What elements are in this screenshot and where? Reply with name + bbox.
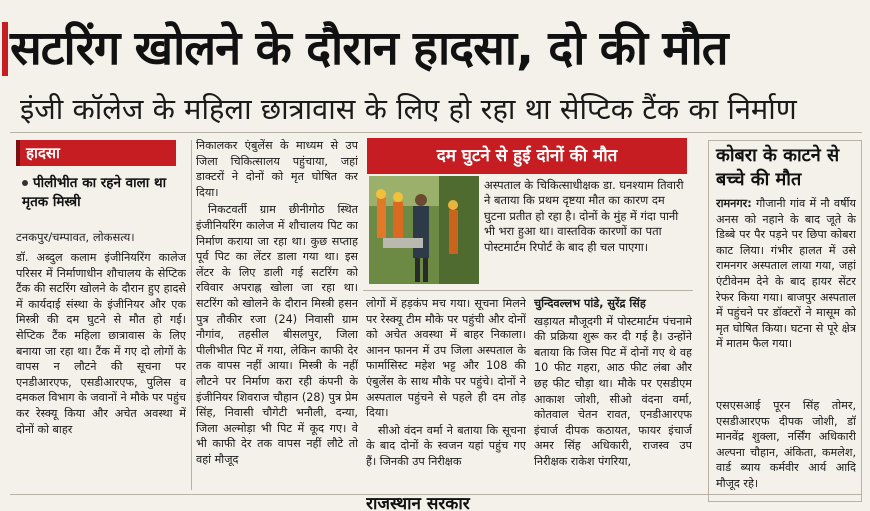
column-3 bbox=[366, 296, 526, 494]
column-2-body-1: निकालकर एंबुलेंस के माध्यम से उप जिला चिकित्सालय पहुंचाया, जहां डाक्टरों ने दोनों को मृत घोषित कर दिया। bbox=[196, 139, 358, 199]
column-1 bbox=[16, 250, 186, 474]
section-tag-bar bbox=[16, 140, 20, 166]
column-3-body-2: सीओ वंदन वर्मा ने बताया कि सूचना के बाद दोनों के स्वजन यहां पहुंच गए हैं। जिनकी उप निरीक्षक bbox=[366, 423, 526, 468]
column-3-body: लोगों में हड़कंप मच गया। सूचना मिलने पर रेस्क्यू टीम मौके पर पहुंची और दोनों को अचेत अवस्था में बाहर निकाला। आनन फानन में उप जिला अस्पताल के फार्मासिस्ट महेश भट्ट और 108 की एंबुलेंस के साथ मौके पर पहुंचे। दोनों ने अस्पताल पहुंचने से पहले ही दम तोड़ दिया। bbox=[366, 297, 526, 420]
subheadline: इंजी कॉलेज के महिला छात्रावास के लिए हो रहा था सेप्टिक टैंक का निर्माण bbox=[20, 92, 797, 126]
dateline: टनकपुर/चम्पावत, लोकसत्य। bbox=[16, 230, 135, 244]
box-caption: अस्पताल के चिकित्साधीक्षक डा. घनश्याम तिवारी ने बताया कि प्रथम दृष्टया मौत का कारण दम घुटना प्रतीत हो रहा है। दोनों के मुंह में गंदा पानी भी भरा हुआ था। वास्तविक कारणों का पता पोस्टमार्टम रिपोर्ट के बाद ही चल पाएगा। bbox=[484, 178, 684, 254]
box-title: दम घुटने से हुई दोनों की मौत bbox=[367, 138, 687, 174]
rescue-photo bbox=[369, 176, 479, 284]
kicker bbox=[22, 174, 182, 212]
side-story-body: गौजानी गांव में नौ वर्षीय अनस को नहाने के बाद जूते के डिब्बे पर पैर पड़ने पर छिपा कोबरा काट लिया। गंभीर हालत में उसे रामनगर अस्पताल लाया गया, जहां एंटीवेनम देने के बाद हायर सेंटर रेफर किया गया। बाजपुर अस्पताल में पहुंचने पर डॉक्टरों ने मासूम को मृत घोषित किया। घटना से पूरे क्षेत्र में मातम फैल गया। bbox=[716, 197, 856, 351]
headline-accent-bar bbox=[2, 22, 8, 76]
column-2-body-2: निकटवर्ती ग्राम छीनीगोठ स्थित इंजीनियरिंग कालेज में शौचालय पिट का निर्माण कराया जा रहा था। कुछ सप्ताह पूर्व पिट का लेंटर डाला गया था। इस लेंटर के लिए डाली गई सटरिंग को रविवार अपराह्न खोला जा रहा था। सटरिंग को खोलने के दौरान मिस्त्री हसन पुत्र तौकीर रजा (24) निवासी ग्राम नौगांव, तहसील बीसलपुर, जिला पीलीभीत पिट में गया, लेकिन काफी देर तक वापस नहीं आया। मिस्त्री के नहीं लौटने पर निर्माण करा रही कंपनी के इंजीनियर शिवराज चौहान (28) पुत्र प्रेम सिंह, निवासी चौगेटी भनौली, दन्या, जिला अल्मोड़ा भी पिट में कूद गए। वे भी काफी देर तक वापस नहीं लौटे तो वहां मौजूद bbox=[196, 203, 358, 466]
column-divider bbox=[191, 140, 192, 490]
headline bbox=[10, 16, 862, 82]
bottom-headline: राजस्थान सरकार bbox=[366, 494, 470, 511]
column-1-body: डॉ. अब्दुल कलाम इंजीनियरिंग कालेज परिसर में निर्माणाधीन शौचालय के सेप्टिक टैंक की सटरिंग खोलने के दौरान हुए हादसे में कार्यदाई संस्था के इंजीनियर और एक मिस्त्री की दम घुटने से मौत हो गई। सेप्टिक टैंक महिला छात्रावास के लिए बनाया जा रहा था। टैंक में गए दो लोगों के वापस न लौटने की सूचना पर एनडीआरएफ, एसडीआरएफ, पुलिस व दमकल विभाग के जवानों ने मौके पर पहुंच कर रेस्क्यू किया और अचेत अवस्था में दोनों को बाहर bbox=[16, 251, 186, 436]
column-4-body: खड़ायत मौजूदगी में पोस्टमार्टम पंचनामे की प्रक्रिया शुरू कर दी गई है। उन्होंने बताया कि जिस पिट में दोनों गए थे वह 10 फीट गहरा, आठ फीट लंबा और छह फीट चौड़ा था। मौके पर एसडीएम आकाश जोशी, सीओ वंदना वर्मा, कोतवाल चेतन रावत, एनडीआरएफ इंचार्ज दीपक कठायत, फायर इंचार्ज अमर सिंह अधिकारी, राजस्व उप निरीक्षक राकेश पंगरिया, bbox=[534, 314, 692, 468]
section-tag-label: हादसा bbox=[26, 144, 60, 162]
kicker-text: पीलीभीत का रहने वाला था मृतक मिस्त्री bbox=[22, 175, 167, 210]
side-story-column-2 bbox=[716, 398, 856, 494]
column-4-lead: चुन्दिवल्लभ पांडे, सुरेंद्र सिंह bbox=[534, 297, 646, 310]
side-story-lead: रामनगर: bbox=[716, 197, 752, 210]
column-2 bbox=[196, 138, 358, 490]
box-bottom-rule bbox=[363, 290, 693, 291]
side-story-title: कोबरा के काटने से बच्चे की मौत bbox=[716, 145, 840, 190]
rescue-photo-illustration bbox=[369, 176, 479, 284]
column-4 bbox=[534, 296, 692, 494]
bullet-icon bbox=[22, 180, 28, 186]
side-story-body-2: एसएसआई पूरन सिंह तोमर, एसडीआरएफ दीपक जोशी, डॉ मानवेंद्र शुक्ला, नर्सिंग अधिकारी अल्पना चौहान, अंकिता, कमलेश, वार्ड ब्याय कर्मवीर आर्य आदि मौजूद रहे। bbox=[716, 399, 856, 490]
divider bbox=[10, 132, 862, 133]
headline-text: सटरिंग खोलने के दौरान हादसा, दो की मौत bbox=[10, 21, 728, 76]
section-tag bbox=[16, 140, 176, 166]
side-story-column bbox=[716, 196, 856, 356]
side-story-body-wrap bbox=[716, 196, 856, 352]
